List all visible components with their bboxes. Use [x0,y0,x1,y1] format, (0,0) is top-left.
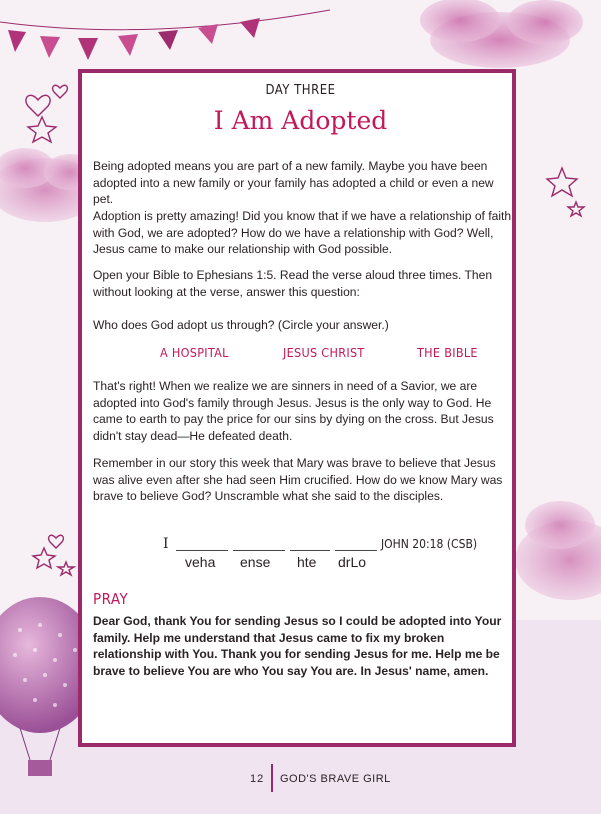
scripture-reference: JOHN 20:18 (CSB) [381,537,478,551]
paragraph-instructions: Open your Bible to Ephesians 1:5. Read the verse aloud three times. Then without looking at the verse, answer this question: [93,268,493,299]
blank-line-3[interactable] [290,550,330,551]
paragraph-adoption: Adoption is pretty amazing! Did you know that if we have a relationship of faith with God, we are adopted? How do we have a relationship with God? Well, Jesus came to make our relationship with God possible. [93,209,512,256]
choice-the-bible[interactable]: THE BIBLE [417,345,478,360]
bunting-flags [0,10,330,60]
blank-line-1[interactable] [176,550,228,551]
choice-a-hospital[interactable]: A HOSPITAL [160,345,229,360]
choice-jesus-christ[interactable]: JESUS CHRIST [283,345,365,360]
cloud-right [515,501,601,600]
paragraph-explanation: That's right! When we realize we are sinners in need of a Savior, we are adopted into God's family through Jesus. Jesus is the only way to God. He came to earth to pay the price for our sins by dying on the cross. But Jesus didn't stay dead—He defeated death. [93,379,494,443]
cloud-top-right [420,0,583,68]
unscramble-prefix: I [163,536,169,552]
prayer-text: Dear God, thank You for sending Jesus so I could be adopted into Your family. Help me understand that Jesus came to fix my broken relationship with You. Thank you for sending Jesus for me. Help me be brave to believe You are who You say You are. In Jesus' name, amen. [93,614,502,678]
scrambled-word-3: hte [297,554,317,570]
scrambled-word-4: drLo [338,554,367,570]
book-title: GOD'S BRAVE GIRL [280,773,391,785]
blank-line-2[interactable] [233,550,285,551]
scrambled-word-1: veha [185,554,216,570]
day-label: DAY THREE [265,83,336,98]
paragraph-mary: Remember in our story this week that Mary was brave to believe that Jesus was alive even after she had seen Him crucified. How do we know Mary was brave to believe God? Unscramble what she said to the disciples. [93,456,503,503]
footer-divider [271,764,273,792]
question-text: Who does God adopt us through? (Circle your answer.) [93,318,389,332]
scrambled-word-2: ense [240,554,271,570]
pray-heading: PRAY [93,590,129,608]
blank-line-4[interactable] [335,550,377,551]
paragraph-intro: Being adopted means you are part of a new family. Maybe you have been adopted into a new family or your family has adopted a child or even a new pet. [93,159,494,206]
page-title: I Am Adopted [213,106,388,135]
page-number: 12 [250,773,265,785]
